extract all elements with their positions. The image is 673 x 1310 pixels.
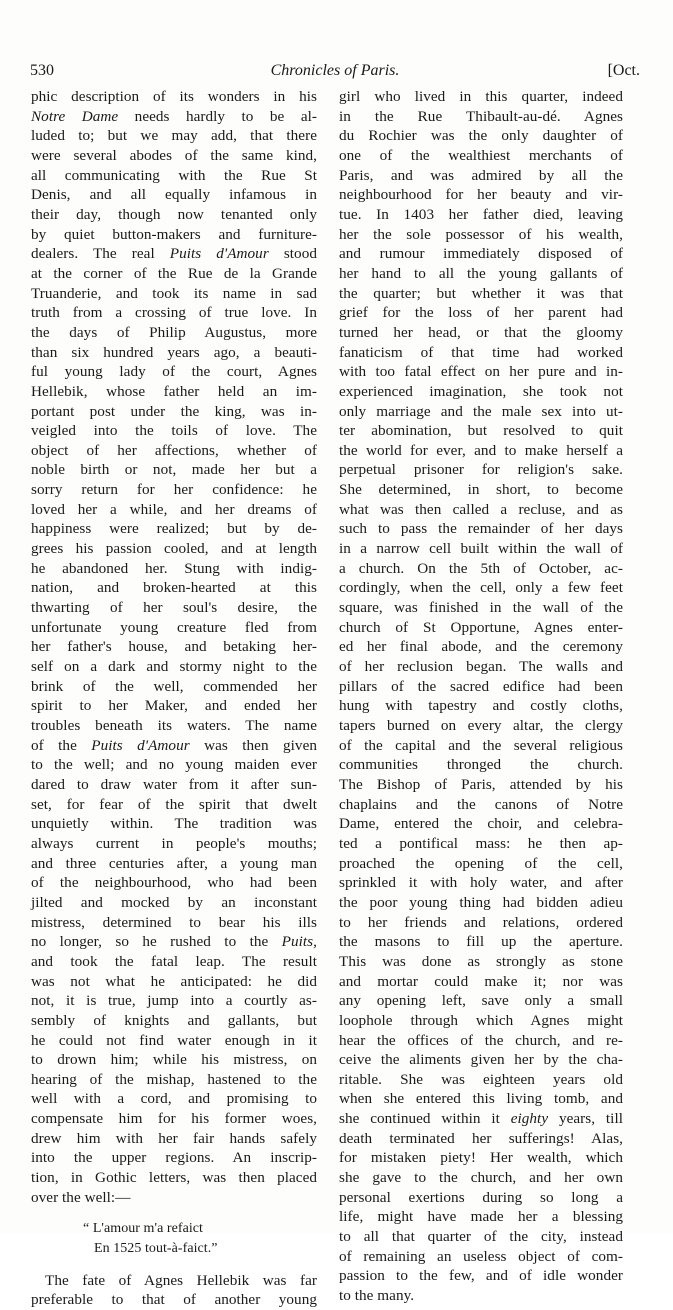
text-line: dealers. The real Puits d'Amour stood: [31, 245, 317, 263]
text-line: proached the opening of the cell,: [339, 854, 623, 872]
text-line: by quiet button-makers and furniture-: [31, 225, 317, 243]
text-line: sprinkled it with holy water, and after: [339, 874, 623, 892]
text-line: ritable. She was eighteen years old: [339, 1070, 623, 1088]
text-line: their day, though now tenanted only: [31, 205, 317, 223]
text-line: he could not find water enough in it: [31, 1031, 317, 1049]
inscription-line: “ L'amour m'a refaict: [83, 1221, 203, 1237]
text-line: pillars of the sacred edifice had been: [339, 677, 623, 695]
text-line: and took the fatal leap. The result: [31, 952, 317, 970]
text-line: and mortar could make it; nor was: [339, 972, 623, 990]
text-line: She determined, in short, to become: [339, 481, 623, 499]
text-line: neighbourhood for her beauty and vir-: [339, 186, 623, 204]
text-line: girl who lived in this quarter, indeed: [339, 88, 623, 105]
page-number: 530: [30, 62, 54, 79]
text-line: experienced imagination, she took not: [339, 382, 623, 400]
text-line: cordingly, when the cell, only a few feet: [339, 579, 623, 597]
text-line: at the corner of the Rue de la Grande: [31, 264, 317, 282]
text-line: sorry return for her confidence: he: [31, 481, 317, 499]
spacer: [31, 1259, 317, 1271]
spacer: [31, 1207, 317, 1219]
text-line: chaplains and the canons of Notre: [339, 795, 623, 813]
text-line: Hellebik, whose father held an im-: [31, 382, 317, 400]
text-line: into the upper regions. An inscrip-: [31, 1149, 317, 1167]
text-line: hung with tapestry and costly cloths,: [339, 697, 623, 715]
text-line: to the many.: [339, 1287, 415, 1305]
text-line: drew him with her fair hands safely: [31, 1129, 317, 1147]
text-line: loophole through which Agnes might: [339, 1011, 623, 1029]
text-line: her the sole possessor of his wealth,: [339, 225, 623, 243]
text-line: This was done as strongly as stone: [339, 952, 623, 970]
left-column: [31, 87, 317, 1310]
text-line: one of the wealthiest merchants of: [339, 146, 623, 164]
text-line: compensate him for his former woes,: [31, 1110, 317, 1128]
right-column: [339, 87, 623, 1306]
text-line: phic description of its wonders in his: [31, 88, 317, 105]
text-line: self on a dark and stormy night to the: [31, 658, 317, 676]
text-line: was not what he anticipated: he did: [31, 972, 317, 990]
text-line: she gave to the church, and her own: [339, 1169, 623, 1187]
text-line: of the capital and the several religious: [339, 736, 623, 754]
text-line: tue. In 1403 her father died, leaving: [339, 205, 623, 223]
text-line: death terminated her sufferings! Alas,: [339, 1129, 623, 1147]
text-line: unfortunate young creature fled from: [31, 618, 317, 636]
text-line: Truanderie, and took its name in sad: [31, 284, 317, 302]
text-line: all communicating with the Rue St: [31, 166, 317, 184]
text-line: brink of the well, commended her: [31, 677, 317, 695]
text-line: he abandoned her. Stung with indig-: [31, 559, 317, 577]
text-line: the masons to fill up the aperture.: [339, 933, 623, 951]
text-line: set, for fear of the spirit that dwelt: [31, 795, 317, 813]
text-line: Dame, entered the choir, and celebra-: [339, 815, 623, 833]
text-line: mistress, determined to bear his ills: [31, 913, 317, 931]
text-line: church of St Opportune, Agnes enter-: [339, 618, 623, 636]
text-line: sembly of knights and gallants, but: [31, 1011, 317, 1029]
text-line: perpetual prisoner for religion's sake.: [339, 461, 623, 479]
text-line: luded to; but we may add, that there: [31, 127, 317, 145]
text-line: ed her final abode, and the ceremony: [339, 638, 623, 656]
text-line: ful young lady of the court, Agnes: [31, 363, 317, 381]
text-line: and rumour immediately disposed of: [339, 245, 623, 263]
text-line: no longer, so he rushed to the Puits,: [31, 933, 317, 951]
text-line: than six hundred years ago, a beauti-: [31, 343, 317, 361]
text-line: turned her head, or that the gloomy: [339, 323, 623, 341]
text-line: hear the offices of the church, and re-: [339, 1031, 623, 1049]
text-line: she continued within it eighty years, till: [339, 1110, 623, 1128]
text-line: ceive the aliments given her by the cha-: [339, 1051, 623, 1069]
text-line: The Bishop of Paris, attended by his: [339, 775, 623, 793]
running-title: Chronicles of Paris.: [270, 62, 400, 79]
text-line: square, was finished in the wall of the: [339, 599, 623, 617]
text-line: to the well; and no young maiden ever: [31, 756, 317, 774]
text-line: grief for the loss of her parent had: [339, 304, 623, 322]
text-line: her father's house, and betaking her-: [31, 638, 317, 656]
text-line: happiness were realized; but by de-: [31, 520, 317, 538]
text-line: in the Rue Thibault-au-dé. Agnes: [339, 107, 623, 125]
text-line: ter abomination, but resolved to quit: [339, 422, 623, 440]
text-line: were several abodes of the same kind,: [31, 146, 317, 164]
text-line: such to pass the remainder of her days: [339, 520, 623, 538]
text-line: veigled into the toils of love. The: [31, 422, 317, 440]
text-line: any opening left, save only a small: [339, 992, 623, 1010]
text-line: hearing of the mishap, hastened to the: [31, 1070, 317, 1088]
text-line: life, might have made her a blessing: [339, 1208, 623, 1226]
text-line: grees his passion cooled, and at length: [31, 540, 317, 558]
text-line: du Rochier was the only daughter of: [339, 127, 623, 145]
text-line: unquietly within. The tradition was: [31, 815, 317, 833]
text-line: jilted and mocked by an inconstant: [31, 893, 317, 911]
text-line: a church. On the 5th of October, ac-: [339, 559, 623, 577]
text-line: only marriage and the male sex into ut-: [339, 402, 623, 420]
text-line: of remaining an useless object of com-: [339, 1247, 623, 1265]
page-header: [30, 62, 640, 84]
text-line: to drown him; while his mistress, on: [31, 1051, 317, 1069]
text-line: truth from a crossing of true love. In: [31, 304, 317, 322]
text-line: portant post under the king, was in-: [31, 402, 317, 420]
text-line: fanaticism of that time had worked: [339, 343, 623, 361]
text-line: what was then called a recluse, and as: [339, 500, 623, 518]
text-line: troubles beneath its waters. The name: [31, 717, 317, 734]
text-line: Notre Dame needs hardly to be al-: [31, 107, 317, 125]
text-line: spirit to her Maker, and ended her: [31, 697, 317, 715]
text-line: The fate of Agnes Hellebik was far: [45, 1271, 317, 1289]
text-line: her hand to all the young gallants of: [339, 264, 623, 282]
text-line: tapers burned on every altar, the clergy: [339, 717, 623, 734]
text-line: the poor young thing had bidden adieu: [339, 893, 623, 911]
text-line: object of her affections, whether of: [31, 441, 317, 459]
text-line: Paris, and was admired by all the: [339, 166, 623, 184]
text-line: loved her a while, and her dreams of: [31, 500, 317, 518]
text-line: nation, and broken-hearted at this: [31, 579, 317, 597]
text-line: when she entered this living tomb, and: [339, 1090, 623, 1108]
section-mark: [Oct.: [607, 62, 640, 79]
text-line: the quarter; but whether it was that: [339, 284, 623, 302]
text-line: noble birth or not, made her but a: [31, 461, 317, 479]
text-line: to all that quarter of the city, instead: [339, 1228, 623, 1246]
text-line: of her reclusion began. The walls and: [339, 658, 623, 676]
text-line: not, it is true, jump into a courtly as-: [31, 992, 317, 1010]
text-line: the days of Philip Augustus, more: [31, 323, 317, 341]
text-line: to her friends and relations, ordered: [339, 913, 623, 931]
text-line: over the well:—: [31, 1188, 131, 1206]
text-line: of the Puits d'Amour was then given: [31, 736, 318, 754]
text-line: thwarting of her soul's desire, the: [31, 599, 317, 617]
text-line: dared to draw water from it after sun-: [31, 775, 317, 793]
text-line: in a narrow cell built within the wall of: [339, 540, 623, 558]
text-line: of the neighbourhood, who had been: [31, 874, 317, 892]
text-line: and three centuries after, a young man: [31, 854, 317, 872]
text-line: communities thronged the church.: [339, 756, 623, 774]
text-line: passion to the few, and of idle wonder: [339, 1267, 623, 1285]
text-line: Denis, and all equally infamous in: [31, 186, 317, 204]
text-line: always current in people's mouths;: [31, 834, 317, 852]
text-line: the world for ever, and to make herself a: [339, 441, 623, 459]
text-line: personal exertions during so long a: [339, 1188, 623, 1206]
text-line: preferable to that of another young: [31, 1291, 317, 1309]
inscription-line: En 1525 tout-à-faict.”: [94, 1241, 218, 1257]
text-line: for mistaken piety! Her wealth, which: [339, 1149, 623, 1167]
text-line: with too fatal effect on her pure and in-: [339, 363, 623, 381]
text-line: tion, in Gothic letters, was then placed: [31, 1169, 317, 1187]
text-line: ted a pontifical mass: he then ap-: [339, 834, 623, 852]
text-line: well with a cord, and promising to: [31, 1090, 317, 1108]
